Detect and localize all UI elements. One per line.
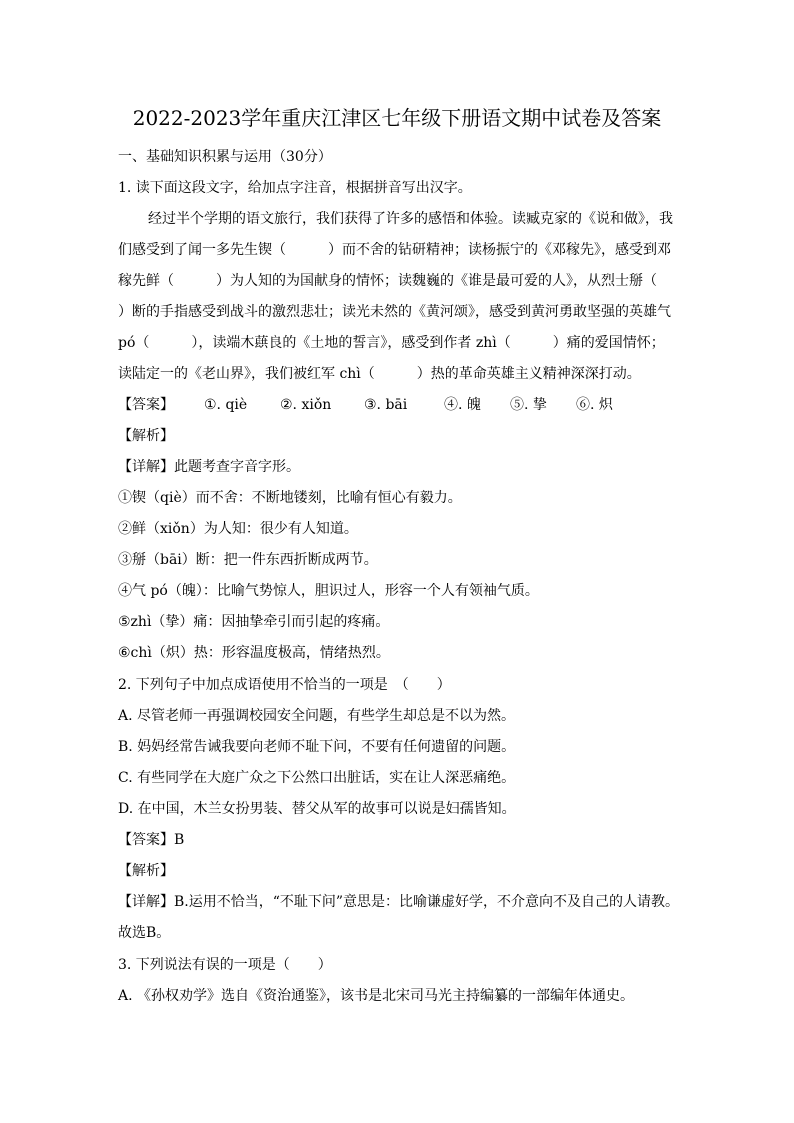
question-2-detail: 【详解】B.运用不恰当，“不耻下问”意思是：比喻谦虚好学，不介意向不及自己的人请教。 [118, 894, 680, 910]
answer-item-1: ①. qiè [204, 397, 248, 413]
option-b: B. 妈妈经常告诫我要向老师不耻下问，不要有任何遗留的问题。 [118, 739, 516, 755]
explanation-2: ②鲜（xiǒn）为人知：很少有人知道。 [118, 521, 358, 537]
explanation-3: ③掰（bāi）断：把一件东西折断成两节。 [118, 552, 378, 568]
explanation-5: ⑤zhì（挚）痛：因抽挚牵引而引起的疼痛。 [118, 614, 390, 630]
passage-line-2: 们感受到了闻一多先生锲（ ）而不舍的钻研精神；读杨振宁的《邓稼先》，感受到邓 [118, 242, 671, 258]
passage-line-4: ）断的手指感受到战斗的激烈悲壮；读光未然的《黄河颂》，感受到黄河勇敢坚强的英雄气 [118, 304, 671, 320]
question-2-answer: 【答案】B [118, 832, 185, 848]
answer-item-2: ②. xiǒn [280, 397, 332, 413]
question-1-stem: 1. 读下面这段文字，给加点字注音，根据拼音写出汉字。 [118, 180, 472, 196]
question-2-conclusion: 故选B。 [118, 925, 171, 941]
passage-line-3: 稼先鲜（ ）为人知的为国献身的情怀；读魏巍的《谁是最可爱的人》，从烈士掰（ [118, 273, 657, 289]
question-1-answer [118, 395, 613, 415]
passage-line-1: 经过半个学期的语文旅行，我们获得了许多的感悟和体验。读臧克家的《说和做》，我 [148, 211, 673, 227]
passage-line-5: pó（ ），读端木蕻良的《土地的誓言》，感受到作者 zhì（ ）痛的爱国情怀； [118, 335, 665, 351]
passage-line-6: 读陆定一的《老山界》，我们被红军 chì（ ）热的革命英雄主义精神深深打动。 [118, 366, 641, 382]
question-3-stem: 3. 下列说法有误的一项是（ ） [118, 957, 332, 973]
explanation-6: ⑥chì（炽）热：形容温度极高，情绪热烈。 [118, 645, 390, 661]
answer-item-3: ③. bāi [364, 397, 408, 413]
answer-item-6: ⑥. 炽 [576, 397, 613, 413]
option-a: A. 尽管老师一再强调校园安全问题，有些学生却总是不以为然。 [118, 708, 516, 724]
answer-label: 【答案】 [118, 397, 174, 413]
analysis-label: 【解析】 [118, 428, 174, 444]
page-title: 2022-2023学年重庆江津区七年级下册语文期中试卷及答案 [132, 106, 662, 130]
option-d: D. 在中国，木兰女扮男装、替父从军的故事可以说是妇孺皆知。 [118, 801, 516, 817]
answer-item-4: ④. 魄 [444, 397, 481, 413]
question-3-option-a: A. 《孙权劝学》选自《资治通鉴》，该书是北宋司马光主持编纂的一部编年体通史。 [118, 988, 635, 1004]
question-2-analysis-label: 【解析】 [118, 863, 174, 879]
option-c: C. 有些同学在大庭广众之下公然口出脏话，实在让人深恶痛绝。 [118, 770, 516, 786]
explanation-1: ①锲（qiè）而不舍：不断地镂刻，比喻有恒心有毅力。 [118, 490, 462, 506]
explanation-4: ④气 pó（魄）：比喻气势惊人，胆识过人，形容一个人有领袖气质。 [118, 583, 539, 599]
answer-item-5: ⑤. 挚 [510, 397, 547, 413]
section-heading: 一、基础知识积累与运用（30分） [118, 149, 332, 165]
question-2-stem: 2. 下列句子中加点成语使用不恰当的一项是 （ ） [118, 677, 451, 693]
detail-text: 【详解】此题考查字音字形。 [118, 459, 300, 475]
